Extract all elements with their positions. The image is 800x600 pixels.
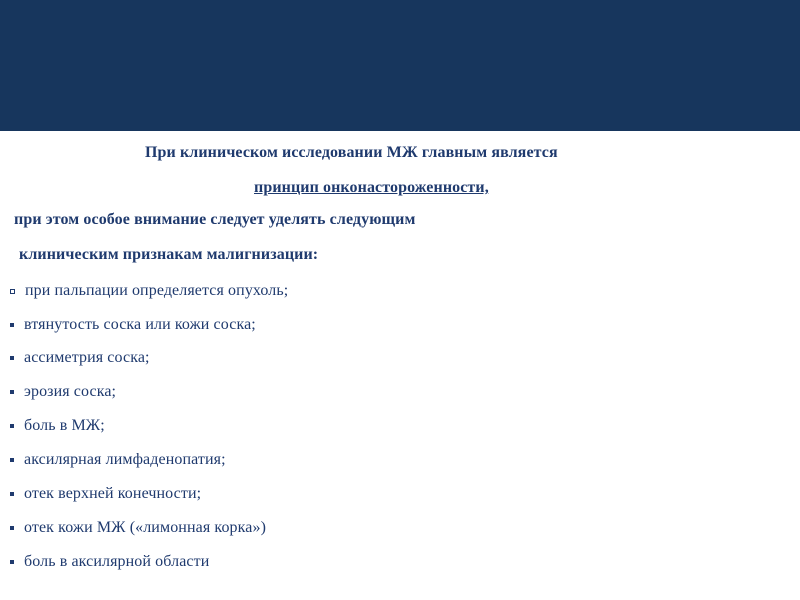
sign-item-3 (10, 348, 150, 368)
sign-item-4 (10, 382, 116, 402)
intro-line-2-underlined: принцип онконастороженности, (254, 179, 489, 196)
sign-text: втянутость соска или кожи соска; (24, 316, 256, 333)
sign-item-1 (10, 281, 288, 301)
bullet-icon (10, 390, 14, 394)
sign-item-7 (10, 484, 201, 504)
bullet-icon (10, 560, 14, 564)
bullet-icon (10, 424, 14, 428)
sign-text: эрозия соска; (24, 383, 117, 400)
sign-item-8 (10, 518, 266, 538)
bullet-icon (10, 492, 14, 496)
sign-text: боль в МЖ; (24, 417, 105, 434)
sign-text: аксилярная лимфаденопатия; (24, 451, 226, 468)
sign-text: боль в аксилярной области (24, 553, 210, 570)
bullet-icon (10, 289, 15, 294)
sign-item-5 (10, 416, 105, 436)
sign-text: отек верхней конечности; (24, 485, 202, 502)
intro-line-3: при этом особое внимание следует уделять следующим (14, 211, 416, 228)
sign-text: при пальпации определяется опухоль; (25, 282, 289, 299)
intro-line-1: При клиническом исследовании МЖ главным является (145, 144, 558, 161)
sign-item-9 (10, 552, 209, 572)
sign-item-2 (10, 315, 256, 335)
intro-line-4: клиническим признакам малигнизации: (19, 246, 319, 263)
sign-text: отек кожи МЖ («лимонная корка») (24, 519, 267, 536)
bullet-icon (10, 526, 14, 530)
bullet-icon (10, 323, 14, 327)
bullet-icon (10, 458, 14, 462)
sign-item-6 (10, 450, 226, 470)
bullet-icon (10, 356, 14, 360)
sign-text: ассиметрия соска; (24, 349, 150, 366)
